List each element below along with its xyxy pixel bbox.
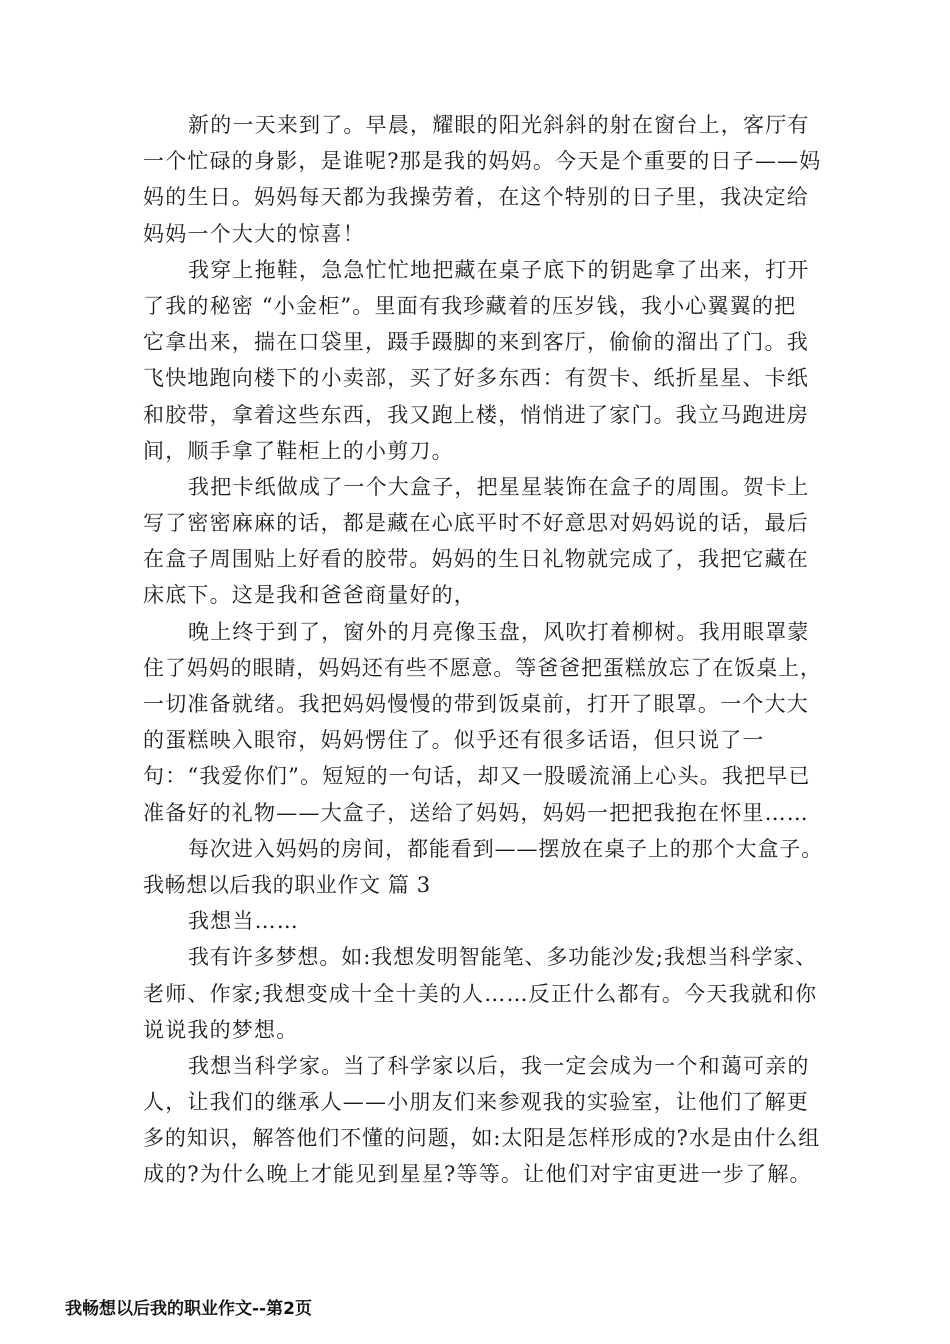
text-line: 我想当科学家。当了科学家以后，我一定会成为一个和蔼可亲的 xyxy=(188,1053,810,1078)
text-line: 妈的生日。妈妈每天都为我操劳着，在这个特别的日子里，我决定给 xyxy=(143,185,809,210)
text-line: 它拿出来，揣在口袋里，蹑手蹑脚的来到客厅，偷偷的溜出了门。我 xyxy=(143,330,809,355)
text-line: 句：“我爱你们”。短短的一句话，却又一股暖流涌上心头。我把早已 xyxy=(143,764,811,789)
text-line: 成的?为什么晚上才能见到星星?等等。让他们对宇宙更进一步了解。 xyxy=(143,1162,812,1187)
text-line: 飞快地跑向楼下的小卖部，买了好多东西：有贺卡、纸折星星、卡纸 xyxy=(143,366,809,391)
text-line: 我把卡纸做成了一个大盒子，把星星装饰在盒子的周围。贺卡上 xyxy=(188,474,810,499)
text-line: 我有许多梦想。如:我想发明智能笔、多功能沙发;我想当科学家、 xyxy=(188,945,818,970)
text-line: 每次进入妈妈的房间，都能看到——摆放在桌子上的那个大盒子。 xyxy=(188,836,824,861)
text-line: 和胶带，拿着这些东西，我又跑上楼，悄悄进了家门。我立马跑进房 xyxy=(143,402,809,427)
text-line: 我穿上拖鞋，急急忙忙地把藏在桌子底下的钥匙拿了出来，打开 xyxy=(188,257,810,282)
text-line: 人，让我们的继承人——小朋友们来参观我的实验室，让他们了解更 xyxy=(143,1090,809,1115)
text-line: 一个忙碌的身影，是谁呢?那是我的妈妈。今天是个重要的日子——妈 xyxy=(143,149,822,174)
text-line: 写了密密麻麻的话，都是藏在心底平时不好意思对妈妈说的话，最后 xyxy=(143,511,809,536)
text-line: 在盒子周围贴上好看的胶带。妈妈的生日礼物就完成了，我把它藏在 xyxy=(143,547,809,572)
essay-body xyxy=(143,107,823,1193)
text-line: 间，顺手拿了鞋柜上的小剪刀。 xyxy=(143,438,454,463)
text-line: 多的知识，解答他们不懂的问题，如:太阳是怎样形成的?水是由什么组 xyxy=(143,1126,821,1151)
text-line: 老师、作家;我想变成十全十美的人……反正什么都有。今天我就和你 xyxy=(143,981,818,1006)
text-line: 说说我的梦想。 xyxy=(143,1017,299,1042)
page-footer: 我畅想以后我的职业作文--第2页 xyxy=(65,1299,312,1319)
text-line: 的蛋糕映入眼帘，妈妈愣住了。似乎还有很多话语，但只说了一 xyxy=(143,728,765,753)
text-line: 了我的秘密 “小金柜”。里面有我珍藏着的压岁钱，我小心翼翼的把 xyxy=(143,293,797,318)
section-heading: 我畅想以后我的职业作文 篇 3 xyxy=(143,872,431,897)
text-line: 我想当…… xyxy=(188,909,299,934)
text-line: 准备好的礼物——大盒子，送给了妈妈，妈妈一把把我抱在怀里…… xyxy=(143,800,809,825)
text-line: 一切准备就绪。我把妈妈慢慢的带到饭桌前，打开了眼罩。一个大大 xyxy=(143,692,809,716)
text-line: 新的一天来到了。早晨，耀眼的阳光斜斜的射在窗台上，客厅有 xyxy=(188,113,810,137)
text-line: 床底下。这是我和爸爸商量好的， xyxy=(143,583,476,608)
text-line: 晚上终于到了，窗外的月亮像玉盘，风吹打着柳树。我用眼罩蒙 xyxy=(188,619,810,644)
text-line: 妈妈一个大大的惊喜！ xyxy=(143,221,365,246)
text-line: 住了妈妈的眼睛，妈妈还有些不愿意。等爸爸把蛋糕放忘了在饭桌上， xyxy=(143,655,822,680)
